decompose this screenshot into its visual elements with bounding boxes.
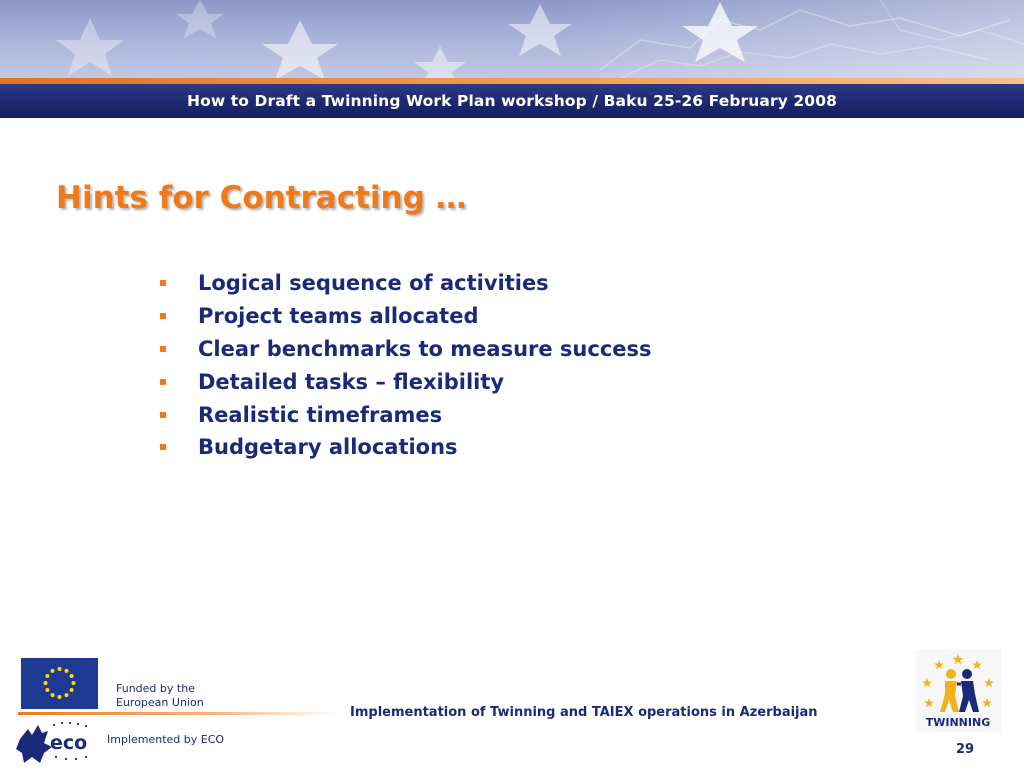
eu-flag-icon (21, 658, 98, 709)
implementation-text: Implementation of Twinning and TAIEX operations in Azerbaijan (350, 705, 818, 720)
bullet-text: Clear benchmarks to measure success (198, 336, 652, 361)
square-bullet-icon (160, 379, 166, 385)
footer-orange-line (18, 712, 338, 715)
page-number: 29 (956, 742, 975, 757)
bullet-text: Logical sequence of activities (198, 271, 549, 296)
header-title-bar (0, 84, 1024, 118)
stars-map-decoration-icon (0, 0, 1024, 82)
header-banner (0, 0, 1024, 82)
square-bullet-icon (160, 280, 166, 286)
list-item (160, 398, 652, 431)
list-item (160, 267, 652, 300)
twinning-logo-icon (915, 650, 1001, 732)
funded-line-2: European Union (116, 696, 204, 709)
square-bullet-icon (160, 313, 166, 319)
header-title: How to Draft a Twinning Work Plan workshop / Baku 25-26 February 2008 (187, 92, 837, 110)
bullet-text: Project teams allocated (198, 304, 479, 329)
eco-logo-icon (14, 717, 100, 767)
bullet-list (160, 267, 652, 464)
funded-by-text (116, 682, 204, 710)
slide-title: Hints for Contracting … (56, 180, 467, 216)
list-item (160, 431, 652, 464)
square-bullet-icon (160, 444, 166, 450)
eco-logo-text: eco (50, 732, 88, 754)
square-bullet-icon (160, 346, 166, 352)
list-item (160, 365, 652, 398)
twinning-logo-text: TWINNING (925, 716, 991, 729)
square-bullet-icon (160, 412, 166, 418)
bullet-text: Detailed tasks – flexibility (198, 369, 505, 394)
list-item (160, 300, 652, 333)
funded-line-1: Funded by the (116, 682, 195, 695)
bullet-text: Realistic timeframes (198, 402, 443, 427)
implemented-by-text: Implemented by ECO (107, 733, 225, 746)
list-item (160, 333, 652, 366)
bullet-text: Budgetary allocations (198, 435, 458, 460)
